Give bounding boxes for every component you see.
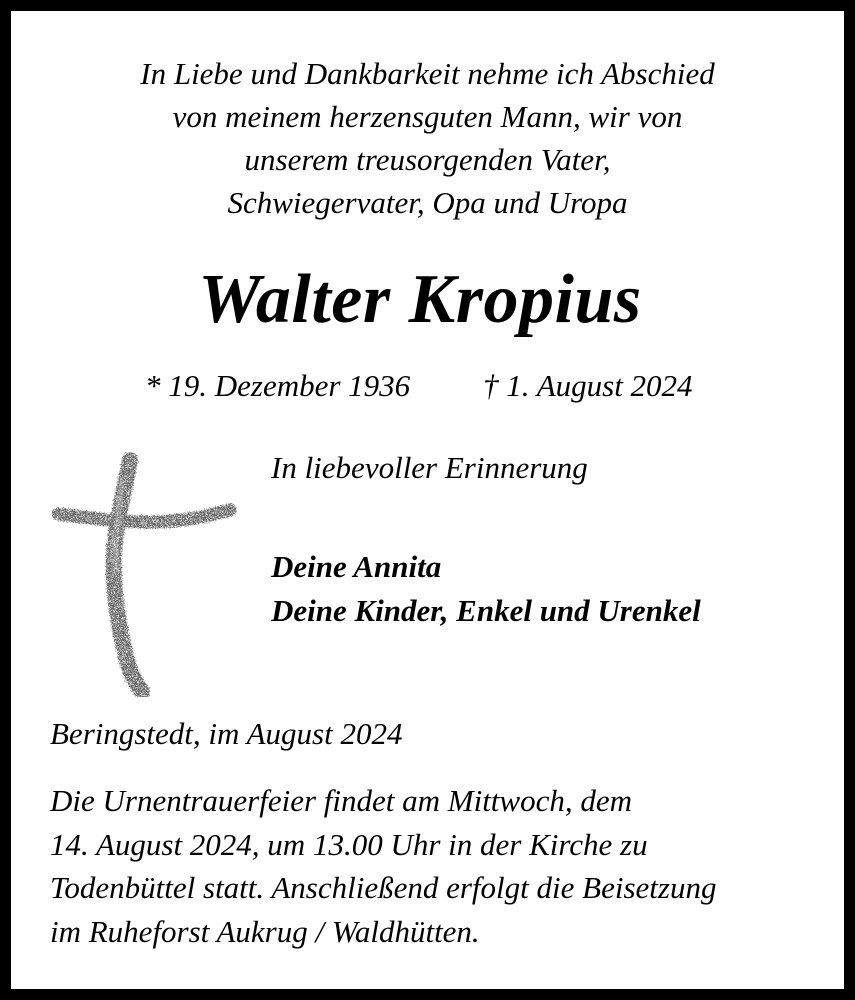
signatures: [271, 545, 701, 633]
service-line: Todenbüttel statt. Anschließend erfolgt die Beisetzung: [50, 870, 717, 905]
intro-line: von meinem herzensguten Mann, wir von: [172, 99, 683, 134]
service-line: im Ruheforst Aukrug / Waldhütten.: [50, 913, 480, 949]
intro-line: Schwiegervater, Opa und Uropa: [227, 185, 628, 220]
intro-text: [0, 52, 855, 224]
cross-icon: [52, 452, 237, 697]
intro-line: unserem treusorgenden Vater,: [244, 142, 611, 177]
deceased-name: Walter Kropius: [198, 261, 642, 338]
signature-line: Deine Kinder, Enkel und Urenkel: [271, 593, 701, 628]
place-date: Beringstedt, im August 2024: [50, 716, 403, 751]
signature-line: Deine Annita: [271, 549, 442, 584]
service-line: Die Urnentrauerfeier findet am Mittwoch, dem: [50, 783, 633, 818]
service-line: 14. August 2024, um 13.00 Uhr in der Kirche zu: [50, 826, 648, 862]
service-info: [50, 779, 716, 953]
death-date: † 1. August 2024: [483, 368, 693, 403]
birth-date: * 19. Dezember 1936: [145, 368, 411, 403]
intro-line: In Liebe und Dankbarkeit nehme ich Abschied: [140, 56, 715, 91]
remembrance-line: In liebevoller Erinnerung: [271, 450, 588, 485]
